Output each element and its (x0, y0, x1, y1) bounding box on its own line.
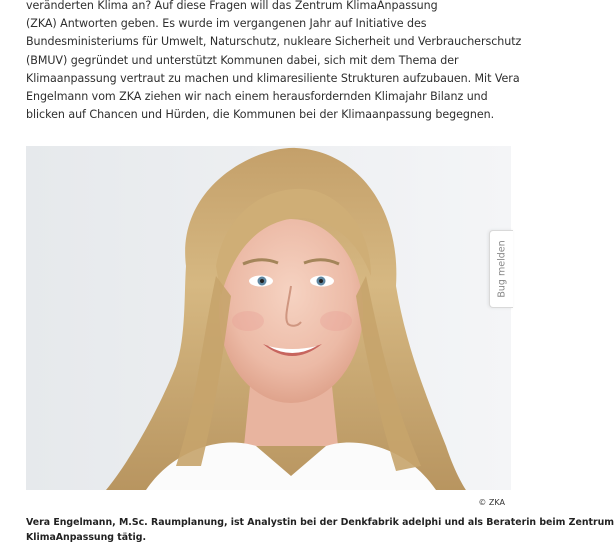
intro-line: Bundesministeriums für Umwelt, Naturschutz, nukleare Sicherheit und Verbraucherschutz (26, 35, 522, 49)
article-intro-paragraph (26, 0, 522, 124)
intro-line: blicken auf Chancen und Hürden, die Kommunen bei der Klimaanpassung begegnen. (26, 108, 495, 122)
intro-line: veränderten Klima an? Auf diese Fragen will das Zentrum KlimaAnpassung (26, 0, 438, 12)
portrait-photo (26, 146, 511, 490)
caption-line: Vera Engelmann, M.Sc. Raumplanung, ist Analystin bei der Denkfabrik adelphi und als Beraterin beim Zentrum (26, 517, 614, 528)
intro-line: (BMUV) gegründet und unterstützt Kommunen dabei, sich mit dem Thema der (26, 53, 459, 67)
bug-report-tab[interactable] (489, 230, 513, 308)
intro-line: Engelmann vom ZKA ziehen wir nach einem herausfordernden Klimajahr Bilanz und (26, 90, 488, 104)
intro-line: (ZKA) Antworten geben. Es wurde im vergangenen Jahr auf Initiative des (26, 17, 427, 31)
caption-line: KlimaAnpassung tätig. (26, 532, 147, 543)
photo-caption (26, 515, 614, 545)
portrait-illustration (26, 146, 511, 490)
intro-line: Klimaanpassung vertraut zu machen und klimaresiliente Strukturen aufzubauen. Mit Vera (26, 71, 520, 85)
bug-report-label: Bug melden (496, 240, 507, 298)
photo-credit: © ZKA (478, 498, 505, 507)
